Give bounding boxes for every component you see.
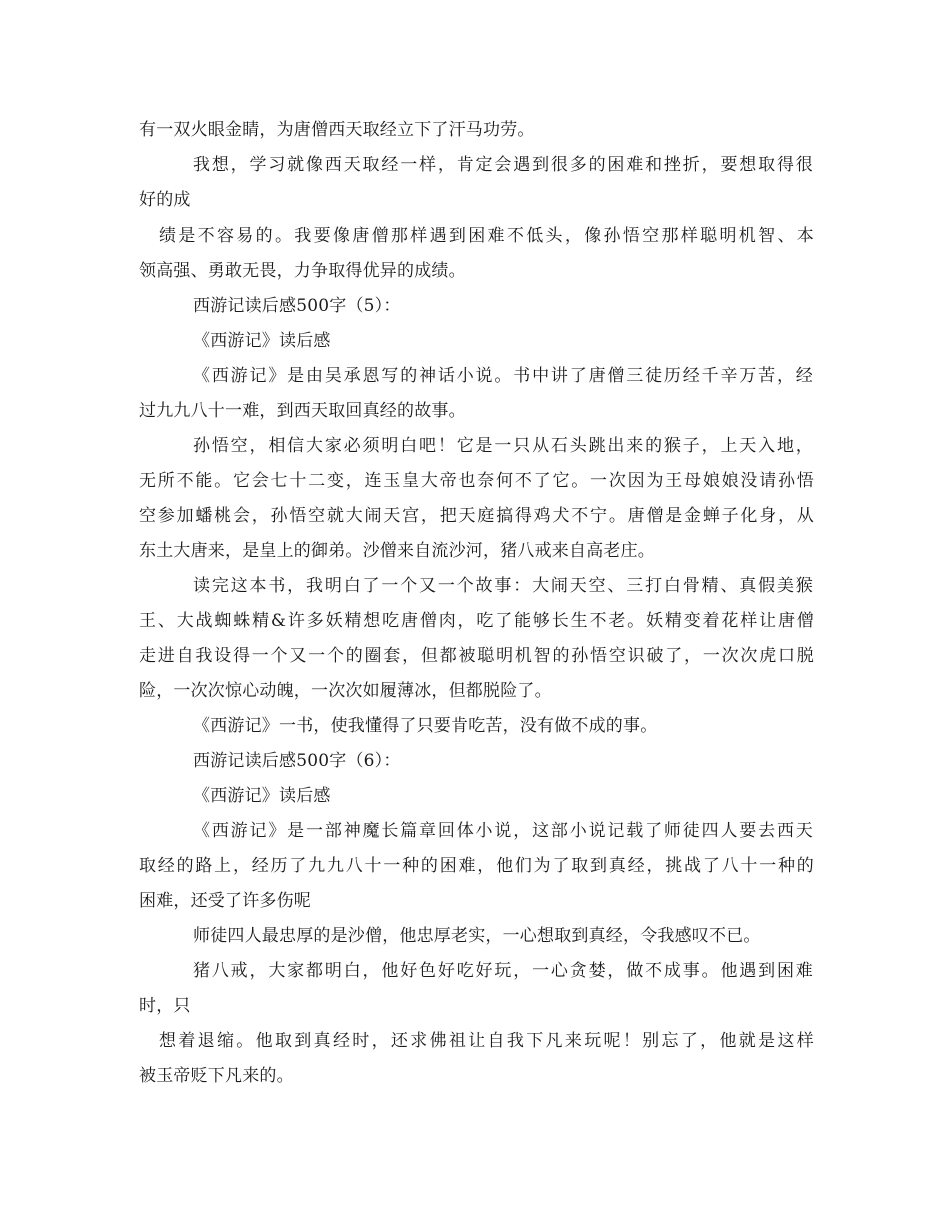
text-line: 师徒四人最忠厚的是沙僧，他忠厚老实，一心想取到真经，令我感叹不已。 xyxy=(193,926,761,946)
text-line: 困难，还受了许多伤呢 xyxy=(139,891,311,911)
text-line: 想着退缩。他取到真经时，还求佛祖让自我下凡来玩呢！别忘了，他就是这样 xyxy=(159,1031,814,1051)
text-line: 有一双火眼金睛，为唐僧西天取经立下了汗马功劳。 xyxy=(139,120,535,140)
text-line: 走进自我设得一个又一个的圈套，但都被聪明机智的孙悟空识破了，一次次虎口脱 xyxy=(139,646,814,666)
text-line: 绩是不容易的。我要像唐僧那样遇到困难不低头，像孙悟空那样聪明机智、本 xyxy=(159,226,814,246)
text-line: 空参加蟠桃会，孙悟空就大闹天宫，把天庭搞得鸡犬不宁。唐僧是金蝉子化身，从 xyxy=(139,506,814,526)
text-line: 读完这本书，我明白了一个又一个故事：大闹天空、三打白骨精、真假美猴 xyxy=(193,576,813,596)
section-heading: 西游记读后感500字（6）： xyxy=(193,751,401,771)
text-line: 我想，学习就像西天取经一样，肯定会遇到很多的困难和挫折，要想取得很 xyxy=(193,155,813,175)
text-line: 好的成 xyxy=(139,190,191,210)
text-line: 王、大战蜘蛛精&许多妖精想吃唐僧肉，吃了能够长生不老。妖精变着花样让唐僧 xyxy=(139,611,814,631)
text-line: 《西游记》读后感 xyxy=(193,331,331,351)
text-line: 险，一次次惊心动魄，一次次如履薄冰，但都脱险了。 xyxy=(139,681,552,701)
text-line: 取经的路上，经历了九九八十一种的困难，他们为了取到真经，挑战了八十一种的 xyxy=(139,856,814,876)
text-line: 被玉帝贬下凡来的。 xyxy=(139,1066,294,1086)
text-line: 《西游记》是一部神魔长篇章回体小说，这部小说记载了师徒四人要去西天 xyxy=(193,821,813,841)
text-line: 《西游记》读后感 xyxy=(193,786,331,806)
text-line: 《西游记》一书，使我懂得了只要肯吃苦，没有做不成的事。 xyxy=(193,716,658,736)
text-line: 领高强、勇敢无畏，力争取得优异的成绩。 xyxy=(139,261,466,281)
text-line: 东土大唐来，是皇上的御弟。沙僧来自流沙河，猪八戒来自高老庄。 xyxy=(139,541,655,561)
text-line: 猪八戒，大家都明白，他好色好吃好玩，一心贪婪，做不成事。他遇到困难 xyxy=(193,961,813,981)
text-line: 无所不能。它会七十二变，连玉皇大帝也奈何不了它。一次因为王母娘娘没请孙悟 xyxy=(139,471,814,491)
text-line: 时，只 xyxy=(139,996,191,1016)
section-heading: 西游记读后感500字（5）： xyxy=(193,296,401,316)
text-line: 孙悟空，相信大家必须明白吧！它是一只从石头跳出来的猴子，上天入地， xyxy=(193,436,813,456)
text-line: 《西游记》是由吴承恩写的神话小说。书中讲了唐僧三徒历经千辛万苦，经 xyxy=(193,366,813,386)
text-line: 过九九八十一难，到西天取回真经的故事。 xyxy=(139,401,466,421)
